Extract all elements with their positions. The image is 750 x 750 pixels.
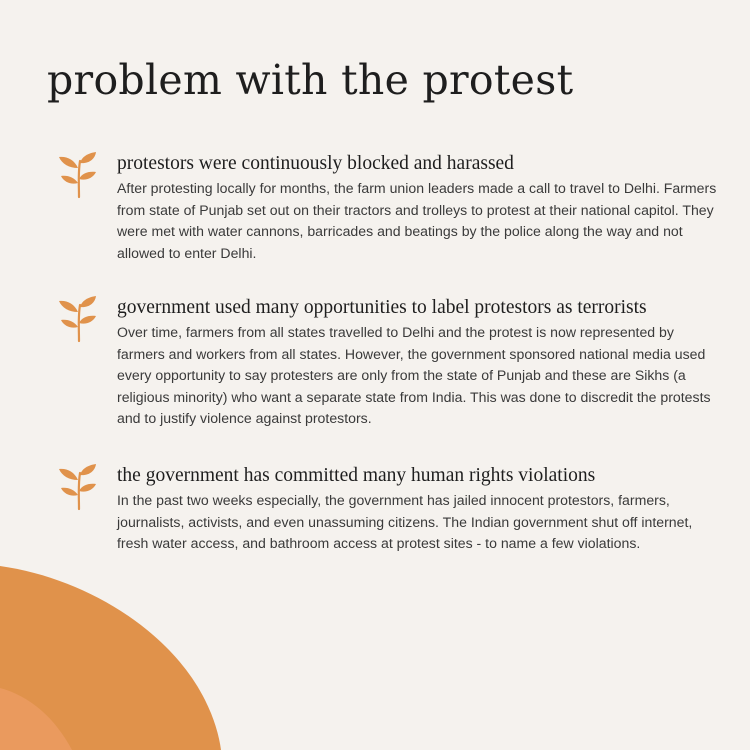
orange-blob-shape xyxy=(0,566,221,750)
item-heading: protestors were continuously blocked and harassed xyxy=(117,153,514,174)
item-body: After protesting locally for months, the farm union leaders made a call to travel to Delhi. Farmers from state of Punjab set out on their tractors and trolleys to protest at their national capitol. They were met with water cannons, barricades and beatings by the police along the way and not allowed to enter Delhi. xyxy=(117,180,717,261)
leaf-sprig-icon xyxy=(58,463,98,511)
orange-blob-inner-shape xyxy=(0,688,72,750)
list-item-text xyxy=(117,297,717,430)
list-item-text xyxy=(117,465,717,555)
item-body: In the past two weeks especially, the government has jailed innocent protestors, farmers, journalists, activists, and even unassuming citizens. The Indian government shut off internet, fresh water access, and bathroom access at protest sites - to name a few violations. xyxy=(117,492,693,551)
item-heading: government used many opportunities to label protestors as terrorists xyxy=(117,297,647,318)
item-body: Over time, farmers from all states travelled to Delhi and the protest is now represented by farmers and workers from all states. However, the government sponsored national media used every opportunity to say protesters are only from the state of Punjab and these are Sikhs (a religious minority) who want a separate state from India. This was done to discredit the protests and to justify violence against protestors. xyxy=(117,324,711,426)
leaf-sprig-icon xyxy=(58,151,98,199)
page-title: problem with the protest xyxy=(47,56,574,104)
item-heading: the government has committed many human rights violations xyxy=(117,465,596,486)
list-item-text xyxy=(117,153,717,264)
leaf-sprig-icon xyxy=(58,295,98,343)
